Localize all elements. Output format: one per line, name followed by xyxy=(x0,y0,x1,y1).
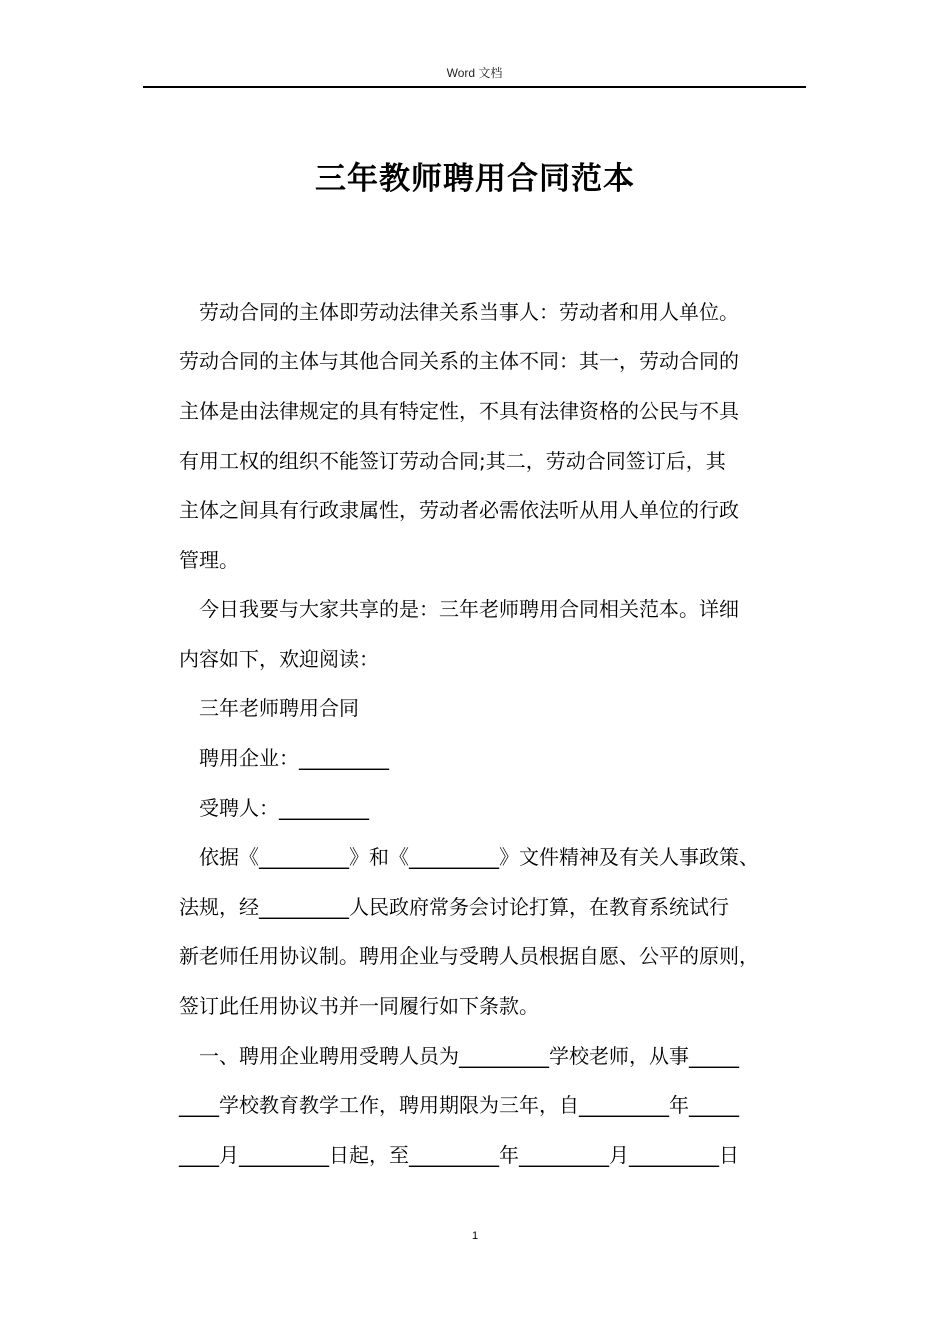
body-line-13: 法规，经_________人民政府常务会讨论打算，在教育系统试行 xyxy=(179,895,729,919)
body-line-6: 管理。 xyxy=(179,548,239,572)
body-line-2: 劳动合同的主体与其他合同关系的主体不同：其一，劳动合同的 xyxy=(179,349,739,373)
header-divider xyxy=(143,86,806,88)
body-line-7: 今日我要与大家共享的是：三年老师聘用合同相关范本。详细 xyxy=(199,597,739,621)
clause-1-line-1: 一、聘用企业聘用受聘人员为_________学校老师，从事_____ xyxy=(199,1044,739,1068)
clause-1-line-2: ____学校教育教学工作，聘用期限为三年，自_________年_____ xyxy=(179,1093,739,1117)
employer-line: 聘用企业：_________ xyxy=(199,746,389,770)
page-header: Word 文档 xyxy=(446,66,503,80)
body-line-1: 劳动合同的主体即劳动法律关系当事人：劳动者和用人单位。 xyxy=(199,300,739,324)
employee-line: 受聘人：_________ xyxy=(199,796,369,820)
body-line-5: 主体之间具有行政隶属性，劳动者必需依法听从用人单位的行政 xyxy=(179,498,739,522)
body-line-14: 新老师任用协议制。聘用企业与受聘人员根据自愿、公平的原则， xyxy=(179,944,759,968)
body-line-15: 签订此任用协议书并一同履行如下条款。 xyxy=(179,994,539,1018)
document-title: 三年教师聘用合同范本 xyxy=(315,161,635,197)
page-number: 1 xyxy=(471,1230,479,1242)
body-line-4: 有用工权的组织不能签订劳动合同;其二，劳动合同签订后，其 xyxy=(179,449,726,473)
body-line-12: 依据《_________》和《_________》文件精神及有关人事政策、 xyxy=(199,845,759,869)
clause-1-line-3: ____月_________日起，至_________年_________月_________日 xyxy=(179,1143,739,1167)
body-line-8: 内容如下，欢迎阅读： xyxy=(179,647,379,671)
body-line-3: 主体是由法律规定的具有特定性，不具有法律资格的公民与不具 xyxy=(179,399,739,423)
contract-heading: 三年老师聘用合同 xyxy=(199,696,359,720)
